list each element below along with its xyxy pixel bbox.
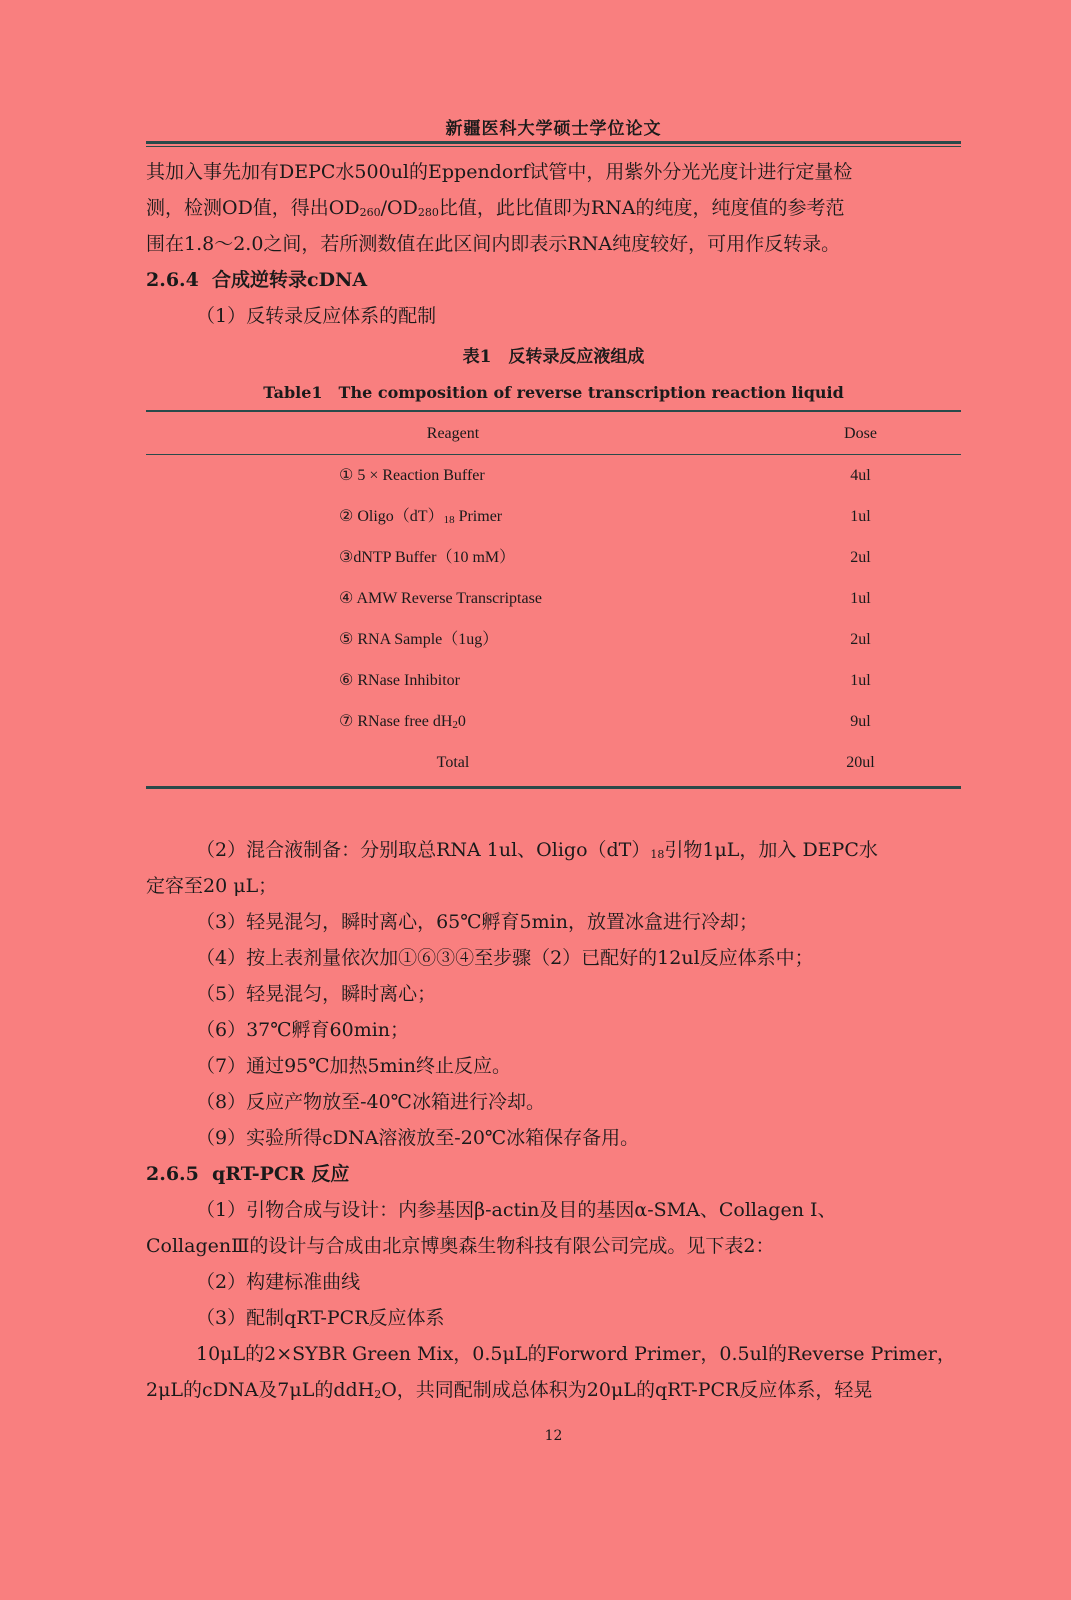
pcr-step-1: （1）引物合成与设计：内参基因β-actin及目的基因α-SMA、Collagen Ⅰ、 bbox=[196, 1199, 837, 1221]
section-heading-264: 2.6.4 合成逆转录cDNA bbox=[146, 269, 368, 291]
section-heading-265: 2.6.5 qRT-PCR 反应 bbox=[146, 1163, 350, 1185]
intro-line-1: 其加入事先加有DEPC水500ul的Eppendorf试管中，用紫外分光光度计进行定量检 bbox=[146, 161, 853, 183]
header-rule-thin bbox=[146, 146, 961, 147]
step-6: （6）37℃孵育60min； bbox=[196, 1019, 410, 1041]
table-row: ③dNTP Buffer（10 mM） 2ul bbox=[339, 549, 871, 566]
table-row: ④ AMW Reverse Transcriptase 1ul bbox=[339, 590, 871, 607]
pcr-step-1-cont: CollagenⅢ的设计与合成由北京博奥森生物科技有限公司完成。见下表2： bbox=[146, 1235, 775, 1257]
intro-line-2: 测，检测OD值，得出$OD_{260}/OD_{280}$比值，此比值即为RNA的纯度，纯度值的参考范 bbox=[146, 197, 845, 219]
intro-line-3: 围在1.8～2.0之间，若所测数值在此区间内即表示RNA纯度较好，可用作反转录。 bbox=[146, 233, 841, 255]
pcr-step-3: （3）配制qRT-PCR反应体系 bbox=[196, 1307, 445, 1329]
table-row: ① 5 × Reaction Buffer 4ul bbox=[339, 467, 871, 484]
table-row: ⑤ RNA Sample（1ug） 2ul bbox=[339, 631, 871, 648]
running-header: 新疆医科大学硕士学位论文 bbox=[445, 119, 662, 139]
table-total-row: Total 20ul bbox=[436, 754, 875, 771]
table-top-rule bbox=[146, 410, 961, 412]
table-head-dose: Dose bbox=[844, 425, 877, 442]
table-head-row bbox=[146, 413, 961, 454]
step-5: （5）轻晃混匀，瞬时离心； bbox=[196, 983, 437, 1005]
step-2-cont: 定容至20 μL； bbox=[146, 875, 278, 897]
table-row: ② $Oligo(dT)_{18}$ Primer 1ul bbox=[339, 508, 871, 526]
table-caption-en: Table1 The composition of reverse transcription reaction liquid bbox=[263, 383, 844, 402]
step-7: （7）通过95℃加热5min终止反应。 bbox=[196, 1055, 511, 1077]
page-number: 12 bbox=[544, 1428, 563, 1444]
step-8: （8）反应产物放至-40℃冰箱进行冷却。 bbox=[196, 1091, 545, 1113]
table-row: ⑥ RNase Inhibitor 1ul bbox=[339, 672, 871, 689]
table-bottom-rule bbox=[146, 786, 961, 789]
table-head-reagent: Reagent bbox=[426, 425, 480, 442]
pcr-mix-line-1: 10μL的2×SYBR Green Mix，0.5μL的Forword Primer，0.5ul的Reverse Primer， bbox=[196, 1343, 956, 1365]
step-4: （4）按上表剂量依次加①⑥③④至步骤（2）已配好的12ul反应体系中； bbox=[196, 947, 814, 969]
step-9: （9）实验所得cDNA溶液放至-20℃冰箱保存备用。 bbox=[196, 1127, 640, 1149]
step-3: （3）轻晃混匀，瞬时离心，65℃孵育5min，放置冰盒进行冷却； bbox=[196, 911, 758, 933]
pcr-mix-line-2: 2μL的cDNA及7μL的ddH$_2$O，共同配制成总体积为20μL的qRT-PCR反应体系，轻晃 bbox=[146, 1379, 873, 1401]
table-caption-cn: 表1 反转录反应液组成 bbox=[462, 347, 645, 367]
header-rule-thick bbox=[146, 141, 961, 144]
pcr-step-2: （2）构建标准曲线 bbox=[196, 1271, 361, 1293]
table-row: ⑦ RNase free $dH_20$ 9ul bbox=[339, 713, 871, 731]
step-2: （2）混合液制备：分别取总RNA 1ul、$Oligo(dT)_{18}$引物1μL，加入 DEPC水 bbox=[196, 839, 878, 861]
step-prep: （1）反转录反应体系的配制 bbox=[196, 305, 437, 327]
